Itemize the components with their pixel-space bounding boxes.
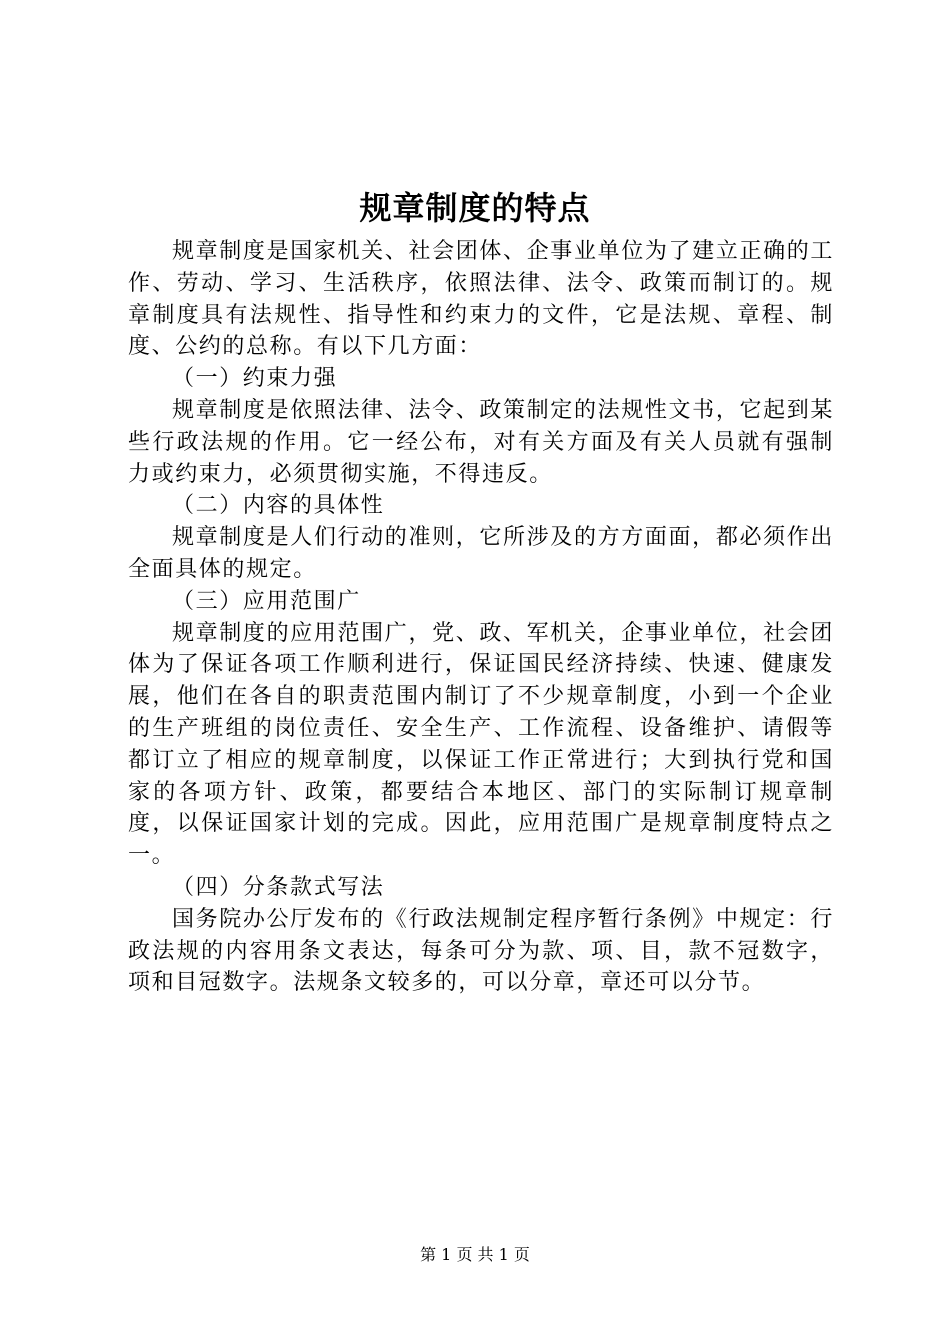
- section-paragraph-4: 国务院办公厅发布的《行政法规制定程序暂行条例》中规定：行政法规的内容用条文表达，每条可分为款、项、目，款不冠数字，项和目冠数字。法规条文较多的，可以分章，章还可以分节。: [128, 906, 834, 996]
- section-paragraph-2: 规章制度是人们行动的准则，它所涉及的方方面面，都必须作出全面具体的规定。: [128, 525, 834, 582]
- section-heading-2: （二）内容的具体性: [172, 493, 385, 519]
- intro-paragraph: 规章制度是国家机关、社会团体、企事业单位为了建立正确的工作、劳动、学习、生活秩序，依照法律、法令、政策而制订的。规章制度具有法规性、指导性和约束力的文件，它是法规、章程、制度、公约的总称。有以下几方面：: [128, 239, 834, 360]
- page-footer: 第 1 页 共 1 页: [420, 1245, 530, 1264]
- document-title: 规章制度的特点: [359, 189, 591, 227]
- section-paragraph-1: 规章制度是依照法律、法令、政策制定的法规性文书，它起到某些行政法规的作用。它一经公布，对有关方面及有关人员就有强制力或约束力，必须贯彻实施，不得违反。: [128, 397, 834, 487]
- section-heading-4: （四）分条款式写法: [172, 874, 385, 900]
- section-paragraph-3: 规章制度的应用范围广，党、政、军机关，企事业单位，社会团体为了保证各项工作顺利进行，保证国民经济持续、快速、健康发展，他们在各自的职责范围内制订了不少规章制度，小到一个企业的生产班组的岗位责任、安全生产、工作流程、设备维护、请假等都订立了相应的规章制度，以保证工作正常进行；大到执行党和国家的各项方针、政策，都要结合本地区、部门的实际制订规章制度，以保证国家计划的完成。因此，应用范围广是规章制度特点之一。: [128, 620, 834, 869]
- document-body: [128, 236, 834, 999]
- section-heading-3: （三）应用范围广: [172, 588, 361, 614]
- section-heading-1: （一）约束力强: [172, 366, 338, 392]
